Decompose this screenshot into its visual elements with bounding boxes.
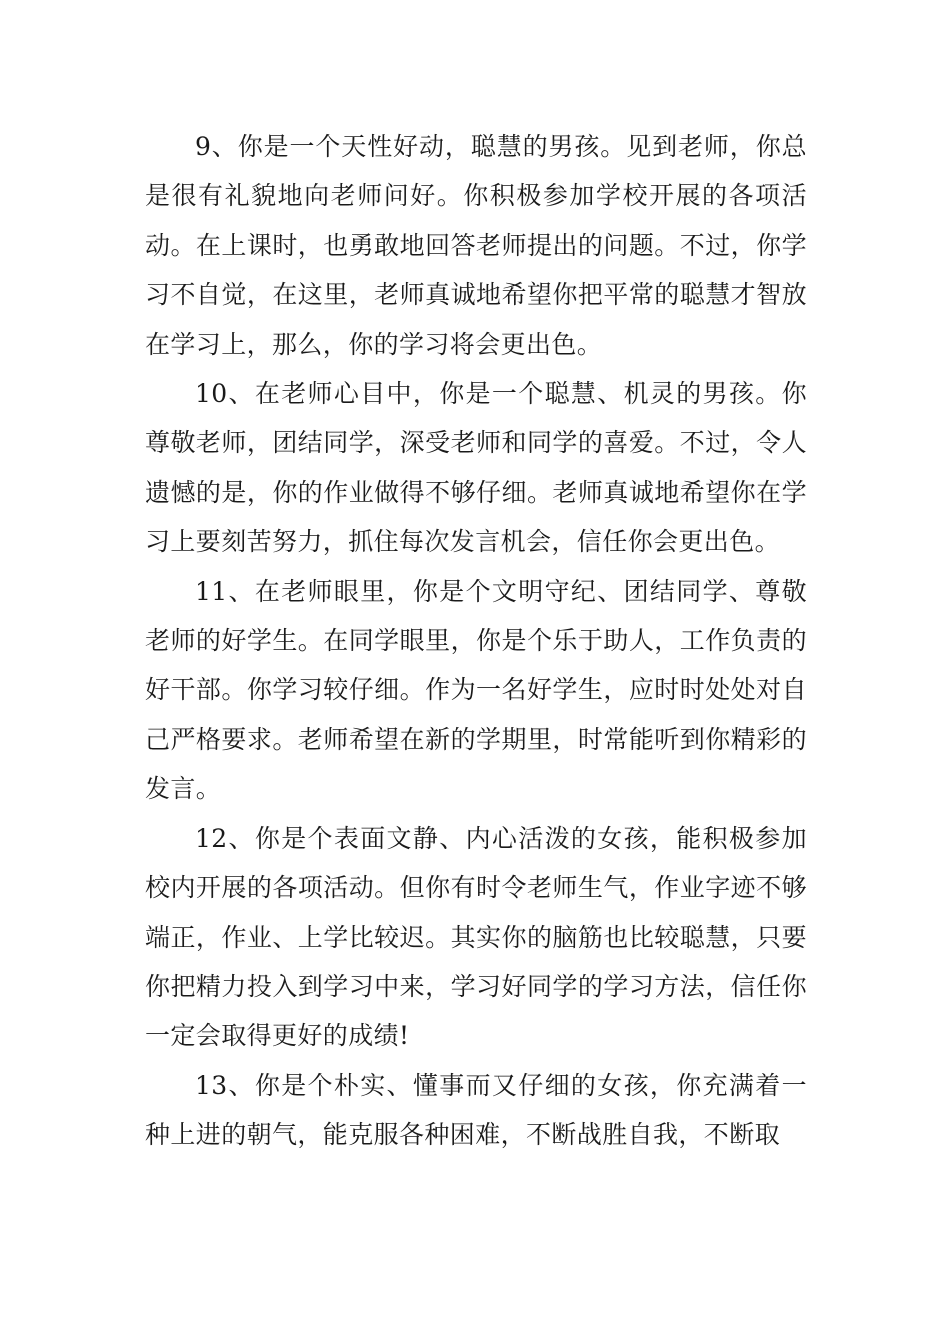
document-body [145, 122, 807, 1160]
comment-paragraph-11: 11、在老师眼里，你是个文明守纪、团结同学、尊敬老师的好学生。在同学眼里，你是个乐于助人，工作负责的好干部。你学习较仔细。作为一名好学生，应时时处处对自己严格要求。老师希望在新的学期里，时常能听到你精彩的发言。 [145, 576, 807, 804]
comment-paragraph-10: 10、在老师心目中，你是一个聪慧、机灵的男孩。你尊敬老师，团结同学，深受老师和同学的喜爱。不过，令人遗憾的是，你的作业做得不够仔细。老师真诚地希望你在学习上要刻苦努力，抓住每次发言机会，信任你会更出色。 [145, 379, 807, 557]
comment-paragraph-9: 9、你是一个天性好动，聪慧的男孩。见到老师，你总是很有礼貌地向老师问好。你积极参加学校开展的各项活动。在上课时，也勇敢地回答老师提出的问题。不过，你学习不自觉，在这里，老师真诚地希望你把平常的聪慧才智放在学习上，那么，你的学习将会更出色。 [145, 132, 807, 359]
comment-paragraph-12: 12、你是个表面文静、内心活泼的女孩，能积极参加校内开展的各项活动。但你有时令老师生气，作业字迹不够端正，作业、上学比较迟。其实你的脑筋也比较聪慧，只要你把精力投入到学习中来，学习好同学的学习方法，信任你一定会取得更好的成绩! [145, 823, 807, 1051]
comment-paragraph-13: 13、你是个朴实、懂事而又仔细的女孩，你充满着一种上进的朝气，能克服各种困难，不断战胜自我，不断取 [145, 1070, 807, 1150]
